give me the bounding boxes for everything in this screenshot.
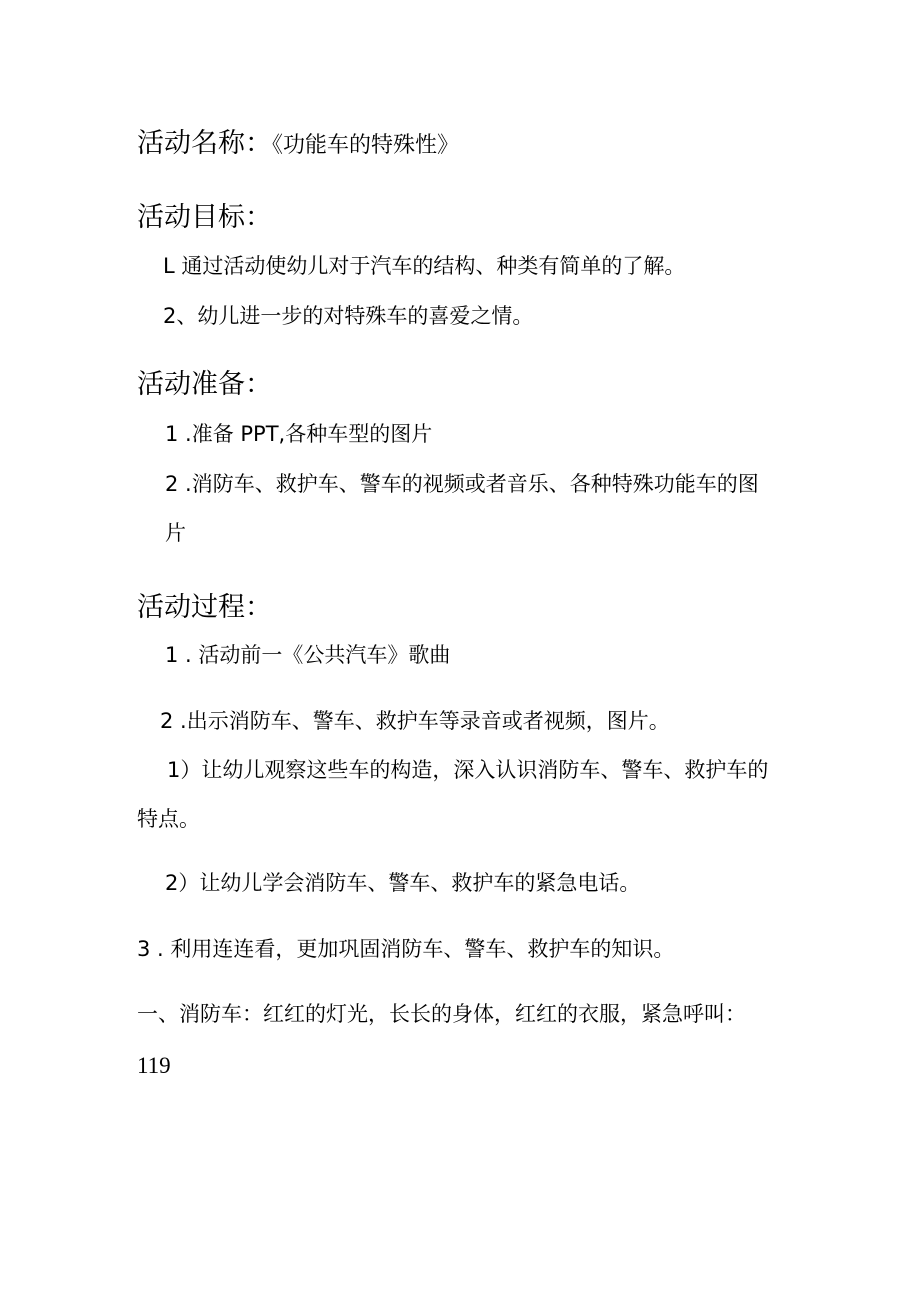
process-substep-1: 1）让幼儿观察这些车的构造，深入认识消防车、警车、救护车的 <box>167 758 769 782</box>
preparation-item-2-continued: 片 <box>165 521 186 545</box>
preparation-item-1: 1 .准备 PPT,各种车型的图片 <box>165 422 433 446</box>
fire-truck-number: 119 <box>137 1053 171 1078</box>
preparation-item-2: 2 .消防车、救护车、警车的视频或者音乐、各种特殊功能车的图 <box>165 472 759 496</box>
process-step-1: 1 . 活动前一《公共汽车》歌曲 <box>165 643 451 667</box>
process-step-2: 2 .出示消防车、警车、救护车等录音或者视频，图片。 <box>160 709 670 733</box>
goal-item-2: 2、幼儿进一步的对特殊车的喜爱之情。 <box>163 304 534 328</box>
process-step-3: 3 . 利用连连看，更加巩固消防车、警车、救护车的知识。 <box>137 937 675 961</box>
activity-name-label: 活动名称： <box>137 128 272 159</box>
preparation-heading: 活动准备： <box>137 369 272 400</box>
activity-name-line <box>137 130 459 157</box>
activity-name-value: 《功能车的特殊性》 <box>272 133 460 158</box>
goals-heading: 活动目标： <box>137 202 272 233</box>
process-heading: 活动过程： <box>137 592 272 623</box>
goal-item-1: L 通过活动使幼儿对于汽车的结构、种类有简单的了解。 <box>163 254 686 278</box>
fire-truck-line: 一、消防车：红红的灯光，长长的身体，红红的衣服，紧急呼叫： <box>137 1002 746 1026</box>
process-substep-2: 2）让幼儿学会消防车、警车、救护车的紧急电话。 <box>165 871 641 895</box>
process-substep-1-continued: 特点。 <box>137 807 200 831</box>
